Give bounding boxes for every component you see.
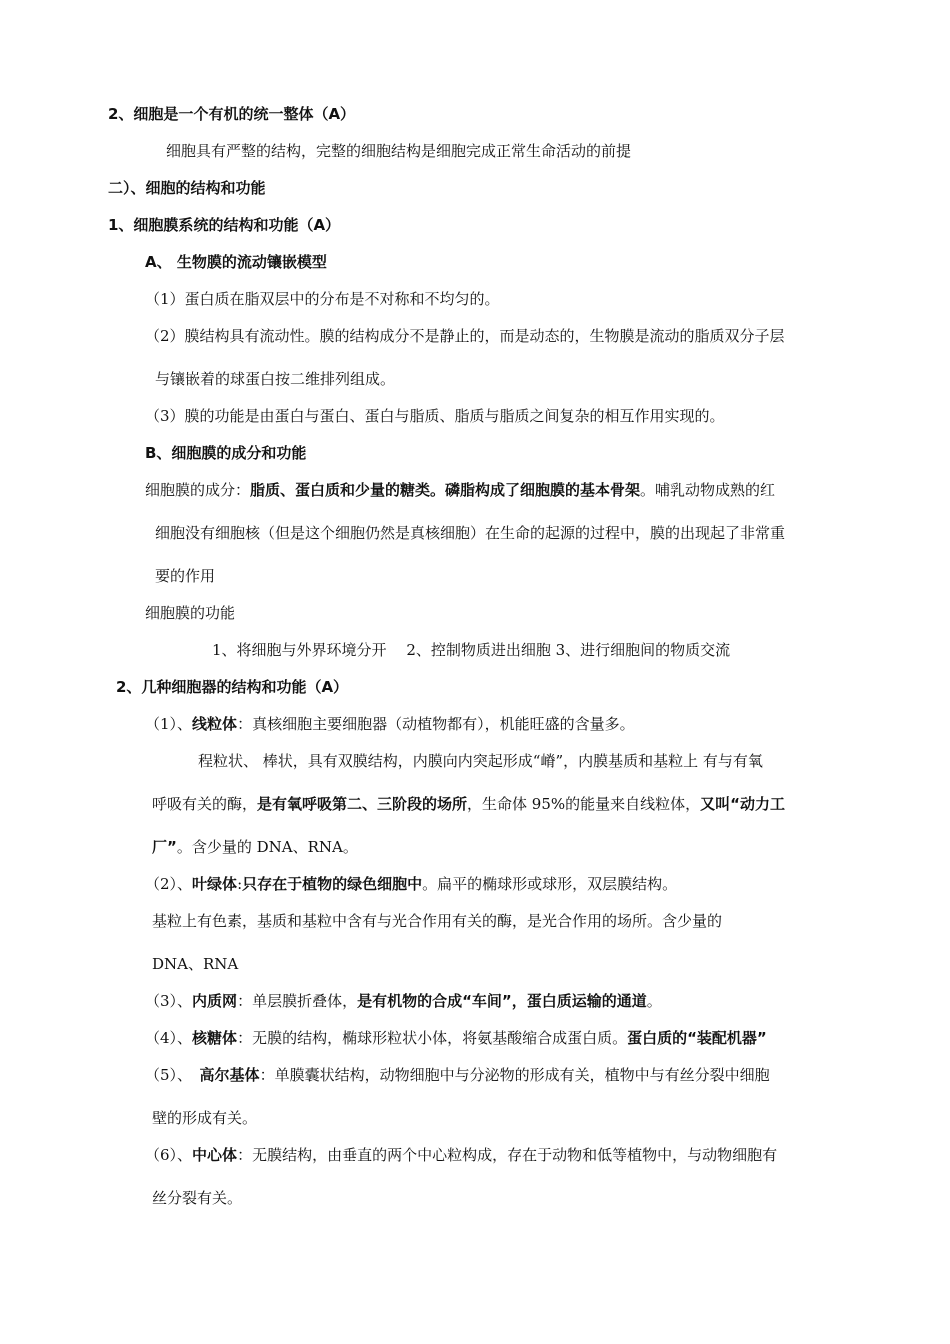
paragraph: 壁的形成有关。: [152, 1109, 258, 1127]
paragraph: [152, 837, 358, 857]
paragraph: [145, 1145, 777, 1165]
bold-text: 核糖体: [192, 1029, 238, 1047]
paragraph: [145, 1065, 770, 1085]
text-run: ：无膜结构，由垂直的两个中心粒构成，存在于动物和低等植物中，与动物细胞有: [237, 1146, 778, 1164]
paragraph: 丝分裂有关。: [152, 1189, 243, 1207]
text-run: （1）、: [145, 715, 193, 733]
bold-text: 又叫“动力工: [700, 795, 785, 813]
subsection-heading: B、细胞膜的成分和功能: [145, 444, 307, 462]
text-run: 呼吸有关的酶，: [152, 795, 258, 813]
paragraph: DNA、RNA: [152, 955, 239, 973]
text-run: 。扁平的椭球形或球形，双层膜结构。: [422, 875, 678, 893]
paragraph: [145, 991, 662, 1011]
text-run: ：无膜的结构，椭球形粒状小体，将氨基酸缩合成蛋白质。: [237, 1029, 628, 1047]
bold-text: 蛋白质的“装配机器”: [627, 1029, 767, 1047]
text-run: （2）、: [145, 875, 193, 893]
text-run: 。: [646, 992, 662, 1010]
section-heading: 1、细胞膜系统的结构和功能（A）: [108, 216, 341, 234]
bold-text: 厂”: [152, 838, 177, 856]
text-run: 。含少量的 DNA、RNA。: [176, 838, 358, 856]
paragraph: [145, 874, 677, 894]
paragraph: [145, 714, 635, 734]
section-heading: 二）、细胞的结构和功能: [108, 179, 266, 197]
paragraph: 细胞具有严整的结构，完整的细胞结构是细胞完成正常生命活动的前提: [166, 142, 632, 160]
text-run: :: [237, 875, 243, 893]
text-run: 细胞膜的成分：: [145, 481, 251, 499]
text-run: 。哺乳动物成熟的红: [640, 481, 776, 499]
paragraph: （1）蛋白质在脂双层中的分布是不对称和不均匀的。: [145, 290, 500, 308]
paragraph: [152, 794, 785, 814]
bold-text: 是有机物的合成“车间”，蛋白质运输的通道: [357, 992, 647, 1010]
paragraph: 与镶嵌着的球蛋白按二维排列组成。: [155, 370, 396, 388]
bold-text: 叶绿体: [192, 875, 238, 893]
paragraph: [145, 480, 775, 500]
text-run: （5）、: [145, 1066, 200, 1084]
text-run: ：真核细胞主要细胞器（动植物都有），机能旺盛的含量多。: [237, 715, 635, 733]
paragraph: （2）膜结构具有流动性。膜的结构成分不是静止的，而是动态的，生物膜是流动的脂质双分子层: [145, 327, 785, 345]
bold-text: 是有氧呼吸第二、三阶段的场所: [257, 795, 468, 813]
bold-text: 中心体: [192, 1146, 238, 1164]
paragraph: 细胞膜的功能: [145, 604, 236, 622]
paragraph: 要的作用: [155, 567, 216, 585]
section-heading: 2、细胞是一个有机的统一整体（A）: [108, 105, 356, 123]
text-run: ：单层膜折叠体，: [237, 992, 358, 1010]
text-run: ，生命体 95%的能量来自线粒体，: [467, 795, 701, 813]
text-run: （4）、: [145, 1029, 193, 1047]
paragraph: （3）膜的功能是由蛋白与蛋白、蛋白与脂质、脂质与脂质之间复杂的相互作用实现的。: [145, 407, 725, 425]
text-run: ：单膜囊状结构，动物细胞中与分泌物的形成有关，植物中与有丝分裂中细胞: [259, 1066, 770, 1084]
subsection-heading: A、 生物膜的流动镶嵌模型: [145, 253, 327, 271]
paragraph: 程粒状、 棒状，具有双膜结构，内膜向内突起形成“嵴”，内膜基质和基粒上 有与有氧: [198, 752, 763, 770]
section-heading: 2、几种细胞器的结构和功能（A）: [116, 678, 349, 696]
text-run: （6）、: [145, 1146, 193, 1164]
bold-text: 只存在于植物的绿色细胞中: [242, 875, 423, 893]
paragraph: 细胞没有细胞核（但是这个细胞仍然是真核细胞）在生命的起源的过程中，膜的出现起了非常重: [155, 524, 786, 542]
bold-text: 内质网: [192, 992, 238, 1010]
paragraph: 1、将细胞与外界环境分开 2、控制物质进出细胞 3、进行细胞间的物质交流: [212, 641, 731, 659]
paragraph: 基粒上有色素，基质和基粒中含有与光合作用有关的酶，是光合作用的场所。含少量的: [152, 912, 723, 930]
bold-text: 高尔基体: [199, 1066, 260, 1084]
text-run: （3）、: [145, 992, 193, 1010]
bold-text: 线粒体: [192, 715, 238, 733]
bold-text: 脂质、蛋白质和少量的糖类。磷脂构成了细胞膜的基本骨架: [250, 481, 641, 499]
paragraph: [145, 1028, 767, 1048]
